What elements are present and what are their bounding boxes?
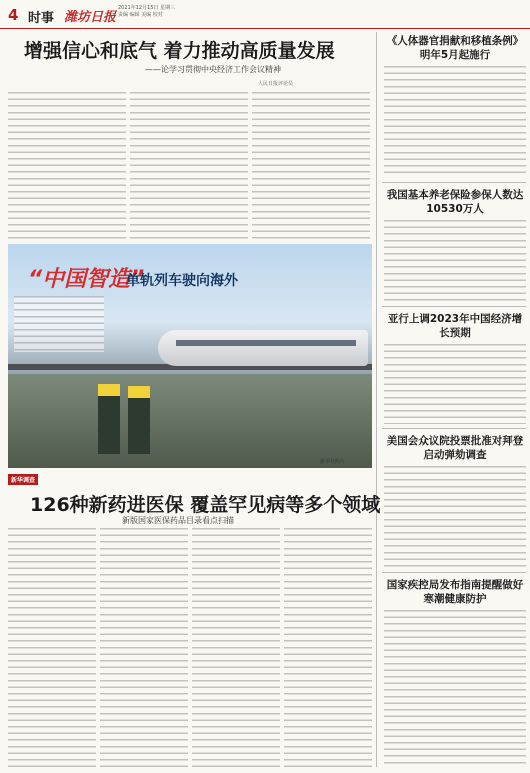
divider bbox=[382, 306, 526, 307]
divider bbox=[382, 182, 526, 183]
health-headline: 126种新药进医保 覆盖罕见病等多个领域 bbox=[30, 494, 381, 516]
cdc-body bbox=[384, 610, 526, 766]
section-name: 时事 bbox=[28, 11, 55, 26]
page-number: 4 bbox=[8, 6, 19, 24]
lead-byline: 人民日报评论员 bbox=[258, 81, 294, 87]
cdc-title: 国家疾控局发布指南提醒做好寒潮健康防护 bbox=[386, 579, 524, 605]
feature-title-blue: 单轨列车驶向海外 bbox=[126, 273, 238, 289]
track-ground bbox=[8, 374, 372, 468]
impeachment-title: 美国会众议院投票批准对拜登启动弹劾调查 bbox=[386, 435, 524, 461]
train-windows bbox=[176, 340, 356, 346]
lead-col-2 bbox=[130, 92, 248, 240]
pension-title: 我国基本养老保险参保人数达10530万人 bbox=[386, 189, 524, 215]
divider bbox=[382, 572, 526, 573]
health-col-3 bbox=[192, 528, 280, 768]
adb-title: 亚行上调2023年中国经济增长预期 bbox=[387, 313, 523, 339]
lead-subtitle: ——论学习贯彻中央经济工作会议精神 bbox=[145, 65, 281, 74]
health-col-1 bbox=[8, 528, 96, 768]
impeachment-body bbox=[384, 466, 526, 568]
adb-body bbox=[384, 344, 526, 424]
lead-col-1 bbox=[8, 92, 126, 240]
sidebar-story-title: 《人体器官捐献和移植条例》明年5月起施行 bbox=[386, 35, 524, 61]
health-col-4 bbox=[284, 528, 372, 768]
pension-body bbox=[384, 220, 526, 304]
feature-caption-box bbox=[14, 296, 104, 352]
section-badge: 新华调查 bbox=[8, 474, 38, 485]
feature-title-red: “中国智造” bbox=[28, 267, 145, 292]
column-divider bbox=[376, 32, 377, 767]
sidebar-story-body bbox=[384, 66, 526, 178]
monorail-train bbox=[158, 330, 368, 366]
worker-1 bbox=[98, 384, 120, 454]
divider bbox=[382, 428, 526, 429]
editor-line: 责编 编辑 美编 校对 bbox=[118, 12, 163, 18]
date-line: 2021年12月15日 星期三 bbox=[118, 5, 176, 11]
worker-2 bbox=[128, 386, 150, 454]
lead-col-3 bbox=[252, 92, 370, 240]
photo-credit: 新华社照片 bbox=[320, 459, 346, 465]
lead-headline: 增强信心和底气 着力推动高质量发展 bbox=[24, 40, 335, 62]
health-col-2 bbox=[100, 528, 188, 768]
paper-logo: 潍坊日报 bbox=[64, 10, 117, 25]
masthead-meta bbox=[118, 5, 348, 19]
feature-caption-text bbox=[14, 296, 104, 352]
health-subtitle: 新版国家医保药品目录看点扫描 bbox=[122, 516, 234, 525]
